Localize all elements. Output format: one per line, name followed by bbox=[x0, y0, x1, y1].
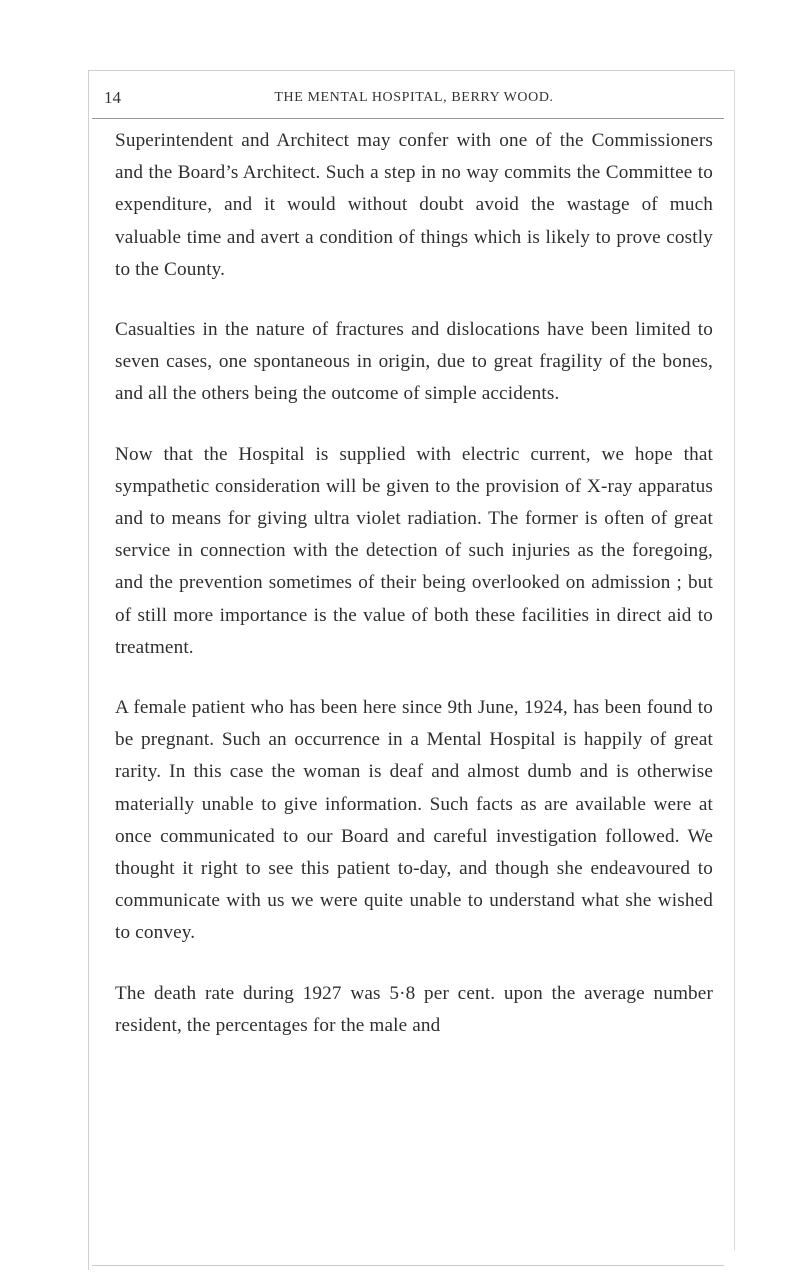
paragraph-continuation: Superintendent and Architect may confer with one of the Commissioners and the Board’s Architect. Such a step in no way commits the Committee to expenditure, and it would without doubt avoid the wastage of much valuable time and avert a condition of things which is likely to prove costly to the County. bbox=[115, 130, 713, 280]
paragraph-female-patient: A female patient who has been here since 9th June, 1924, has been found to be pregnant. Such an occurrence in a Mental Hospital is happily of great rarity. In this case the woman is deaf and almost dumb and is otherwise materially unable to give information. Such facts as are available were at once communicated to our Board and careful investigation followed. We thought it right to see this patient to-day, and though she endeavoured to communicate with us we were quite unable to understand what she wished to convey. bbox=[115, 697, 713, 944]
header-rule bbox=[92, 118, 724, 119]
page-number: 14 bbox=[104, 88, 121, 107]
page-header bbox=[104, 88, 724, 112]
body-text bbox=[115, 125, 713, 1042]
paragraph-xray: Now that the Hospital is supplied with electric current, we hope that sympathetic consideration will be given to the provision of X-ray apparatus and to means for giving ultra violet radiation. The former is often of great service in connection with the detection of such injuries as the foregoing, and the prevention sometimes of their being overlooked on admission ; but of still more importance is the value of both these facilities in direct aid to treatment. bbox=[115, 443, 713, 658]
page-border-left bbox=[88, 70, 89, 1270]
page-border-right bbox=[734, 70, 735, 1250]
footer-rule bbox=[92, 1265, 724, 1266]
paragraph-casualties: Casualties in the nature of fractures and dislocations have been limited to seven cases, one spontaneous in origin, due to great fragility of the bones, and all the others being the outcome of simple accidents. bbox=[115, 319, 713, 405]
running-title: THE MENTAL HOSPITAL, BERRY WOOD. bbox=[274, 90, 554, 105]
page-border-top bbox=[88, 70, 734, 71]
paragraph-death-rate: The death rate during 1927 was 5·8 per cent. upon the average number resident, the percentages for the male and bbox=[115, 982, 713, 1036]
